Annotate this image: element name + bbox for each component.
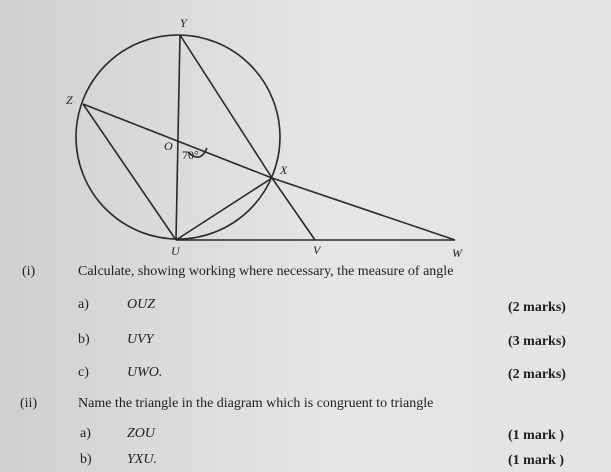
part-i-a-marks: (2 marks) — [508, 300, 566, 315]
part-ii-a-marks: (1 mark ) — [508, 428, 564, 443]
part-i-c-angle: UWO. — [127, 365, 163, 380]
label-x: X — [280, 163, 288, 177]
part-ii-prompt: Name the triangle in the diagram which is congruent to triangle — [78, 396, 434, 411]
line-zu — [83, 104, 176, 240]
label-z: Z — [66, 93, 73, 107]
angle-70-label: 70° — [182, 148, 199, 162]
part-i-prompt: Calculate, showing working where necessary, the measure of angle — [78, 264, 454, 279]
line-yu — [176, 35, 180, 240]
part-ii-number: (ii) — [20, 396, 38, 411]
part-i-b-letter: b) — [78, 332, 90, 347]
label-v: V — [313, 243, 321, 257]
part-ii-b-triangle: YXU. — [127, 452, 157, 467]
label-w: W — [452, 246, 462, 260]
part-i-c-letter: c) — [78, 365, 89, 380]
line-xv — [272, 178, 315, 240]
part-i-b-marks: (3 marks) — [508, 334, 566, 349]
label-u: U — [171, 244, 180, 258]
line-xu — [176, 178, 272, 240]
part-i-b-angle: UVY — [127, 332, 154, 347]
part-ii-b-marks: (1 mark ) — [508, 453, 564, 468]
line-xw — [272, 178, 455, 240]
label-o: O — [164, 139, 173, 153]
part-i-number: (i) — [22, 264, 36, 279]
part-i-a-letter: a) — [78, 297, 89, 312]
part-ii-a-triangle: ZOU — [127, 426, 156, 441]
part-i-c-marks: (2 marks) — [508, 367, 566, 382]
part-i-a-angle: OUZ — [127, 297, 156, 312]
part-ii-b-letter: b) — [80, 452, 92, 467]
label-y: Y — [180, 16, 187, 30]
part-ii-a-letter: a) — [80, 426, 91, 441]
